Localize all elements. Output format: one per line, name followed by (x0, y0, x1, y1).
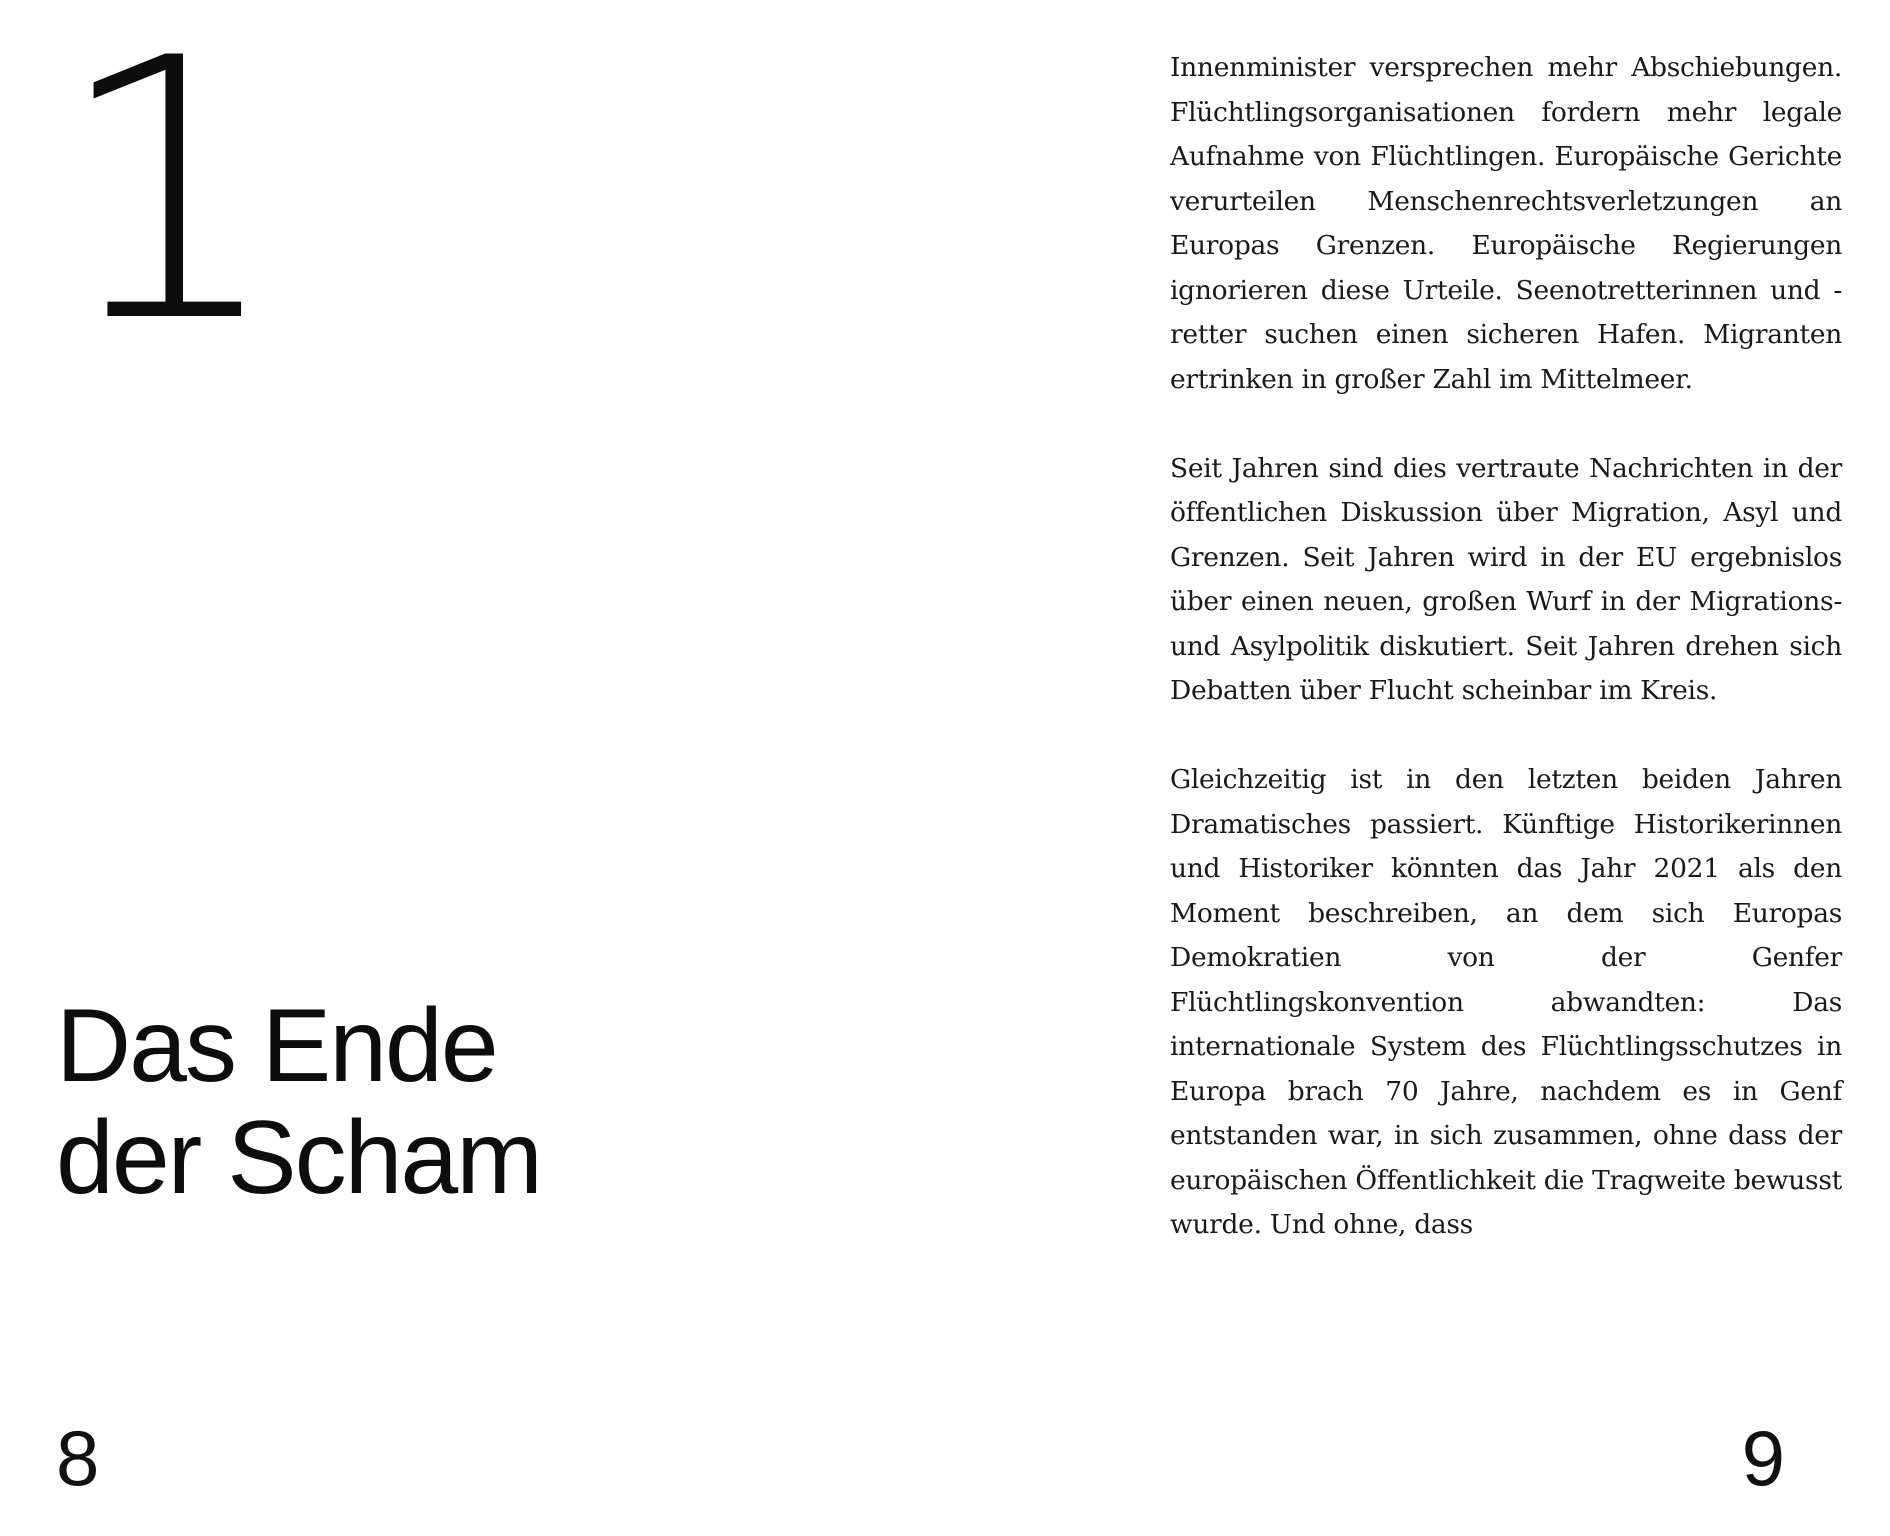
body-text (1170, 46, 1842, 1248)
paragraph-2: Seit Jahren sind dies vertraute Nachrichten in der öffentlichen Diskussion über Migration, Asyl und Grenzen. Seit Jahren wird in der EU ergebnislos über einen neuen, großen Wurf in der Migrations- und Asylpolitik diskutiert. Seit Jahren drehen sich Debatten über Flucht scheinbar im Kreis. (1170, 452, 1842, 706)
chapter-title (56, 990, 541, 1214)
paragraph-3: Gleichzeitig ist in den letzten beiden Jahren Dramatisches passiert. Künftige Historikerinnen und Historiker könnten das Jahr 2021 als den Moment beschreiben, an dem sich Europas Demokratien von der Genfer Flüchtlingskonvention abwandten: Das internationale System des Flüchtlingsschutzes in Europa brach 70 Jahre, nachdem es in Genf entstanden war, in sich zusammen, ohne dass der europäischen Öffentlichkeit die Tragweite bewusst wurde. Und ohne, dass (1170, 764, 1842, 1240)
paragraph-1: Innenminister versprechen mehr Abschiebungen. Flüchtlingsorganisationen fordern mehr legale Aufnahme von Flüchtlingen. Europäische Gerichte verurteilen Menschenrechtsverletzungen an Europas Grenzen. Europäische Regierungen ignorieren diese Urteile. Seenotretterinnen und -retter suchen einen sicheren Hafen. Migranten ertrinken in großer Zahl im Mittelmeer. (1170, 52, 1842, 395)
page-number-left: 8 (56, 1414, 100, 1502)
chapter-number: 1 (54, 0, 280, 401)
page-number-right: 9 (1741, 1414, 1785, 1502)
chapter-title-line-1: Das Ende (56, 988, 497, 1104)
right-page (945, 0, 1890, 1536)
chapter-title-line-2: der Scham (56, 1100, 541, 1216)
